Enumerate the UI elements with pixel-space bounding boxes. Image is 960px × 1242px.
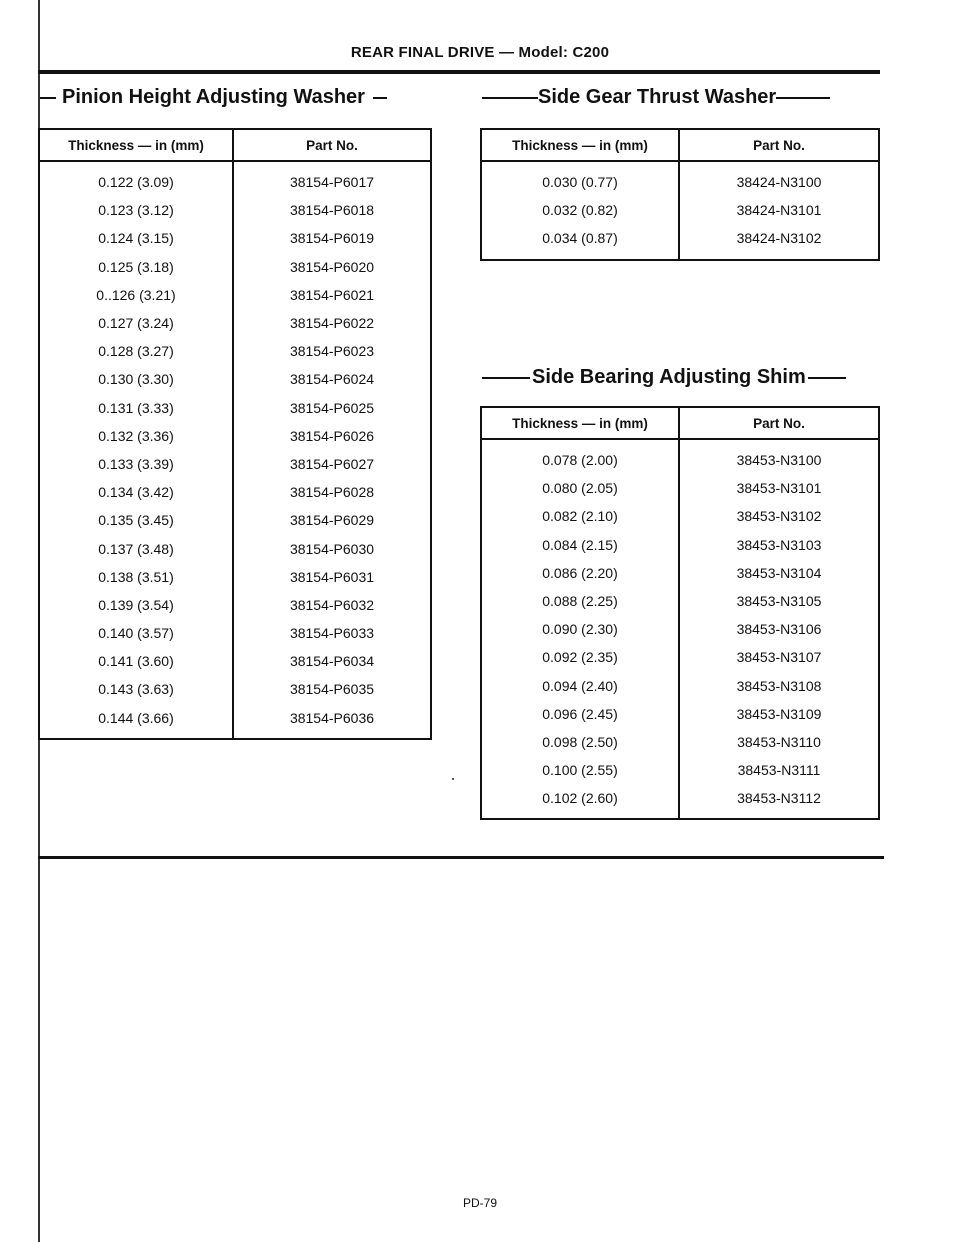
- thickness-cell: 0.094 (2.40): [481, 672, 679, 700]
- part-number-cell: 38453-N3105: [736, 593, 822, 610]
- thickness-cell: 0..126 (3.21): [39, 281, 233, 309]
- table-row: [39, 281, 431, 309]
- part-number-cell: 38154-P6028: [289, 484, 375, 501]
- part-number-cell: 38154-P6032: [289, 596, 375, 613]
- thickness-cell: 0.122 (3.09): [39, 161, 233, 196]
- part-number-cell: 38453-N3107: [736, 649, 822, 666]
- title-dash-left: [482, 377, 530, 379]
- thickness-cell: 0.078 (2.00): [481, 439, 679, 474]
- table-row: [39, 647, 431, 675]
- part-number-cell: 38154-P6036: [289, 709, 375, 726]
- table-row: [39, 563, 431, 591]
- part-number-cell: 38154-P6030: [289, 540, 375, 557]
- table-row: [481, 643, 879, 671]
- title-dash-left: [482, 97, 538, 99]
- col-thickness-header: Thickness — in (mm): [481, 407, 679, 439]
- table-row: [39, 224, 431, 252]
- thickness-cell: 0.100 (2.55): [481, 756, 679, 784]
- pinion-washer-table: [38, 128, 432, 740]
- part-number-cell: 38453-N3106: [736, 621, 822, 638]
- page-header: REAR FINAL DRIVE — Model: C200: [350, 44, 610, 61]
- thickness-cell: 0.130 (3.30): [39, 365, 233, 393]
- thickness-cell: 0.135 (3.45): [39, 506, 233, 534]
- part-number-cell: 38154-P6024: [289, 371, 375, 388]
- part-number-cell: 38453-N3102: [736, 508, 822, 525]
- table-row: [481, 502, 879, 530]
- part-number-cell: 38154-P6023: [289, 343, 375, 360]
- thickness-cell: 0.092 (2.35): [481, 643, 679, 671]
- part-number-cell: 38154-P6027: [289, 455, 375, 472]
- table-row: [39, 161, 431, 196]
- part-number-cell: 38453-N3112: [737, 790, 821, 807]
- col-thickness-header: Thickness — in (mm): [481, 129, 679, 161]
- part-number-cell: 38154-P6029: [289, 512, 375, 529]
- table-row: [481, 224, 879, 259]
- header-rule: [38, 70, 880, 74]
- thickness-cell: 0.143 (3.63): [39, 675, 233, 703]
- part-number-cell: 38154-P6025: [289, 399, 375, 416]
- table-row: [481, 439, 879, 474]
- table-row: [39, 337, 431, 365]
- table-row: [39, 704, 431, 739]
- part-number-cell: 38453-N3110: [737, 733, 821, 750]
- thickness-cell: 0.082 (2.10): [481, 502, 679, 530]
- pinion-title-text: Pinion Height Adjusting Washer: [62, 86, 365, 108]
- part-number-cell: 38424-N3100: [736, 174, 822, 191]
- table-row: [481, 700, 879, 728]
- part-number-cell: 38154-P6035: [289, 681, 375, 698]
- table-header-row: [39, 129, 431, 161]
- part-number-cell: 38154-P6033: [289, 625, 375, 642]
- table-row: [39, 478, 431, 506]
- table-row: [39, 309, 431, 337]
- thickness-cell: 0.128 (3.27): [39, 337, 233, 365]
- thickness-cell: 0.138 (3.51): [39, 563, 233, 591]
- thickness-cell: 0.080 (2.05): [481, 474, 679, 502]
- thickness-cell: 0.140 (3.57): [39, 619, 233, 647]
- table-row: [481, 531, 879, 559]
- table-row: [39, 253, 431, 281]
- col-part-header: Part No.: [679, 407, 879, 439]
- thickness-cell: 0.084 (2.15): [481, 531, 679, 559]
- page-number: PD-79: [462, 1196, 497, 1210]
- part-number-cell: 38453-N3100: [736, 452, 822, 469]
- part-number-cell: 38154-P6022: [289, 315, 375, 332]
- table-row: [39, 365, 431, 393]
- thickness-cell: 0.134 (3.42): [39, 478, 233, 506]
- table-row: [481, 728, 879, 756]
- table-row: [481, 474, 879, 502]
- table-row: [39, 675, 431, 703]
- thickness-cell: 0.123 (3.12): [39, 196, 233, 224]
- col-part-header: Part No.: [233, 129, 431, 161]
- table-row: [39, 196, 431, 224]
- table-row: [39, 422, 431, 450]
- part-number-cell: 38453-N3109: [736, 705, 822, 722]
- part-number-cell: 38154-P6020: [289, 258, 375, 275]
- table-row: [39, 619, 431, 647]
- thickness-cell: 0.102 (2.60): [481, 784, 679, 819]
- thickness-cell: 0.034 (0.87): [481, 224, 679, 259]
- thickness-cell: 0.137 (3.48): [39, 534, 233, 562]
- table-row: [39, 506, 431, 534]
- part-number-cell: 38154-P6019: [289, 230, 375, 247]
- thickness-cell: 0.090 (2.30): [481, 615, 679, 643]
- table-row: [481, 615, 879, 643]
- thickness-cell: 0.131 (3.33): [39, 394, 233, 422]
- title-dash-right: [373, 97, 387, 99]
- shim-table: [480, 406, 880, 820]
- thickness-cell: 0.144 (3.66): [39, 704, 233, 739]
- thickness-cell: 0.139 (3.54): [39, 591, 233, 619]
- part-number-cell: 38154-P6021: [289, 286, 375, 303]
- thickness-cell: 0.125 (3.18): [39, 253, 233, 281]
- col-thickness-header: Thickness — in (mm): [39, 129, 233, 161]
- thickness-cell: 0.088 (2.25): [481, 587, 679, 615]
- title-dash-left: [40, 97, 56, 99]
- thrust-section-title: [482, 86, 830, 109]
- title-dash-right: [776, 97, 830, 99]
- part-number-cell: 38154-P6034: [289, 653, 375, 670]
- part-number-cell: 38453-N3104: [736, 564, 822, 581]
- part-number-cell: 38453-N3111: [737, 762, 821, 779]
- stray-dot: [452, 778, 454, 780]
- table-row: [481, 784, 879, 819]
- part-number-cell: 38154-P6031: [289, 568, 375, 585]
- part-number-cell: 38453-N3101: [736, 480, 822, 497]
- thickness-cell: 0.086 (2.20): [481, 559, 679, 587]
- part-number-cell: 38453-N3108: [736, 677, 822, 694]
- part-number-cell: 38154-P6026: [289, 427, 375, 444]
- thickness-cell: 0.127 (3.24): [39, 309, 233, 337]
- table-header-row: [481, 407, 879, 439]
- thickness-cell: 0.141 (3.60): [39, 647, 233, 675]
- table-row: [481, 672, 879, 700]
- pinion-section-title: [40, 86, 387, 109]
- col-part-header: Part No.: [679, 129, 879, 161]
- section-rule: [38, 856, 884, 859]
- title-dash-right: [808, 377, 846, 379]
- thrust-title-text: Side Gear Thrust Washer: [538, 86, 777, 108]
- part-number-cell: 38424-N3102: [736, 230, 822, 247]
- table-row: [39, 591, 431, 619]
- shim-title-text: Side Bearing Adjusting Shim: [532, 366, 806, 388]
- thickness-cell: 0.032 (0.82): [481, 196, 679, 224]
- thickness-cell: 0.132 (3.36): [39, 422, 233, 450]
- thickness-cell: 0.098 (2.50): [481, 728, 679, 756]
- table-row: [481, 756, 879, 784]
- part-number-cell: 38154-P6018: [289, 202, 375, 219]
- part-number-cell: 38154-P6017: [289, 174, 375, 191]
- part-number-cell: 38424-N3101: [736, 202, 822, 219]
- table-row: [481, 196, 879, 224]
- table-row: [39, 394, 431, 422]
- table-row: [481, 559, 879, 587]
- thickness-cell: 0.133 (3.39): [39, 450, 233, 478]
- part-number-cell: 38453-N3103: [736, 536, 822, 553]
- thickness-cell: 0.096 (2.45): [481, 700, 679, 728]
- thickness-cell: 0.124 (3.15): [39, 224, 233, 252]
- table-row: [481, 587, 879, 615]
- shim-section-title: [482, 366, 846, 389]
- thickness-cell: 0.030 (0.77): [481, 161, 679, 196]
- table-row: [39, 534, 431, 562]
- table-header-row: [481, 129, 879, 161]
- table-row: [39, 450, 431, 478]
- thrust-washer-table: [480, 128, 880, 261]
- table-row: [481, 161, 879, 196]
